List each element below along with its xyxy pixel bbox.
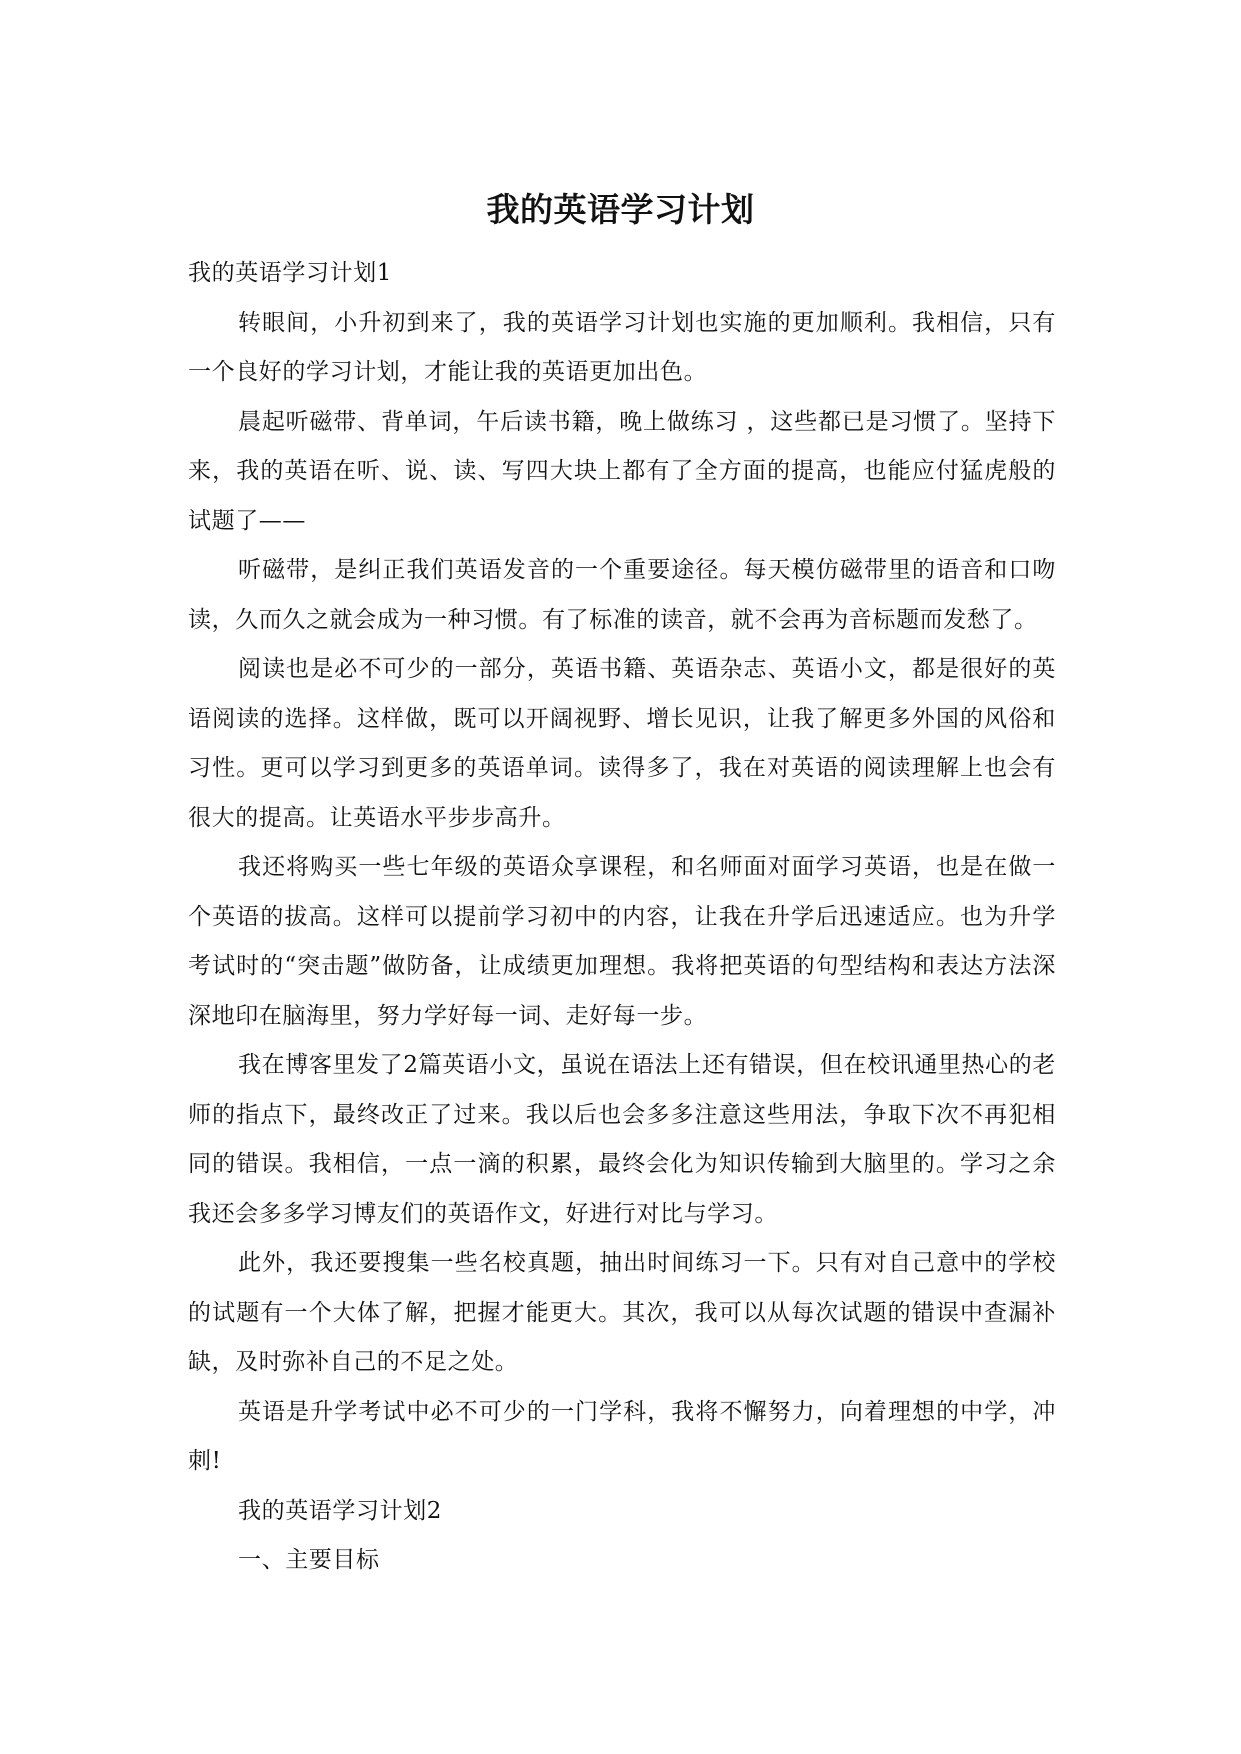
section-heading-plan-2: 我的英语学习计划2	[238, 1497, 443, 1524]
section-heading-plan-1: 我的英语学习计划1	[188, 260, 393, 286]
document-body	[188, 249, 1056, 1586]
paragraph: 转眼间，小升初到来了，我的英语学习计划也实施的更加顺利。我相信，只有一个良好的学习计划，才能让我的英语更加出色。	[188, 309, 1056, 385]
paragraph: 听磁带，是纠正我们英语发音的一个重要途径。每天模仿磁带里的语音和口吻读，久而久之就会成为一种习惯。有了标准的读音，就不会再为音标题而发愁了。	[188, 557, 1056, 633]
paragraph: 英语是升学考试中必不可少的一门学科，我将不懈努力，向着理想的中学，冲刺!	[188, 1398, 1056, 1474]
paragraph: 此外，我还要搜集一些名校真题，抽出时间练习一下。只有对自己意中的学校的试题有一个大体了解，把握才能更大。其次，我可以从每次试题的错误中查漏补缺，及时弥补自己的不足之处。	[188, 1250, 1056, 1375]
document-title: 我的英语学习计划	[486, 190, 755, 229]
paragraph: 阅读也是必不可少的一部分，英语书籍、英语杂志、英语小文，都是很好的英语阅读的选择。这样做，既可以开阔视野、增长见识，让我了解更多外国的风俗和习性。更可以学习到更多的英语单词。读得多了，我在对英语的阅读理解上也会有很大的提高。让英语水平步步高升。	[188, 656, 1056, 831]
paragraph: 晨起听磁带、背单词，午后读书籍，晚上做练习 ，这些都已是习惯了。坚持下来，我的英语在听、说、读、写四大块上都有了全方面的提高，也能应付猛虎般的试题了——	[188, 408, 1056, 534]
paragraph: 我还将购买一些七年级的英语众享课程，和名师面对面学习英语，也是在做一个英语的拔高。这样可以提前学习初中的内容，让我在升学后迅速适应。也为升学考试时的“突击题”做防备，让成绩更加理想。我将把英语的句型结构和表达方法深深地印在脑海里，努力学好每一词、走好每一步。	[188, 854, 1056, 1029]
subheading-main-goals: 一、主要目标	[238, 1547, 380, 1573]
paragraph: 我在博客里发了2篇英语小文，虽说在语法上还有错误，但在校讯通里热心的老师的指点下，最终改正了过来。我以后也会多多注意这些用法，争取下次不再犯相同的错误。我相信，一点一滴的积累，最终会化为知识传输到大脑里的。学习之余我还会多多学习博友们的英语作文，好进行对比与学习。	[188, 1052, 1056, 1227]
